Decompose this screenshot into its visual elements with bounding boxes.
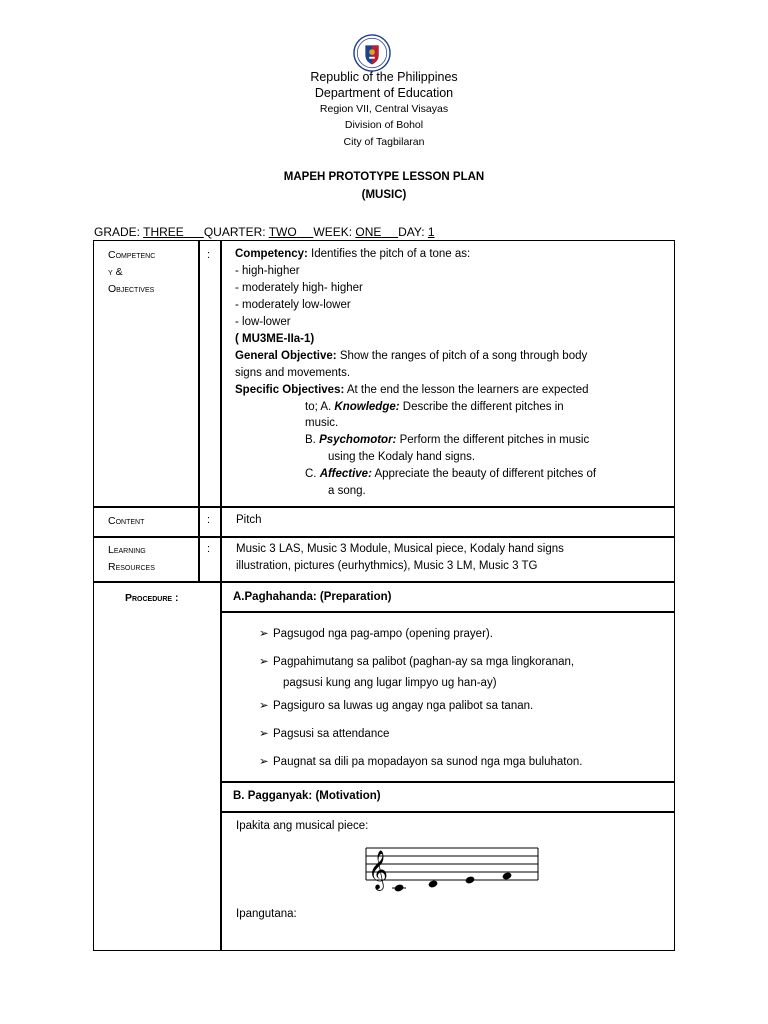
competency-statement: Competency: Identifies the pitch of a tone as:: [235, 248, 471, 260]
general-objective: General Objective: Show the ranges of pitch of a song through body: [235, 350, 588, 362]
objective-knowledge: to; A. Knowledge: Describe the different pitches in: [305, 401, 564, 413]
resources-colon: :: [207, 543, 211, 555]
arrow-bullet-icon: ➢: [259, 756, 269, 768]
grade-label: GRADE:: [94, 225, 144, 239]
objective-psychomotor-cont: using the Kodaly hand signs.: [328, 451, 476, 463]
general-objective-cont: signs and movements.: [235, 367, 351, 379]
arrow-bullet-icon: ➢: [259, 700, 269, 712]
content-value: Pitch: [236, 514, 262, 526]
ask-text: Ipangutana:: [236, 908, 297, 920]
objective-psychomotor: B. Psychomotor: Perform the different pitches in music: [305, 434, 590, 446]
row-rule-2: [93, 536, 675, 538]
row-rule-1: [93, 506, 675, 508]
row-rule-6: [220, 811, 675, 813]
header-division: Division of Bohol: [344, 119, 424, 131]
objective-knowledge-cont: music.: [305, 417, 339, 429]
grade-value: THREE: [143, 225, 184, 239]
arrow-bullet-icon: ➢: [259, 728, 269, 740]
resources-line: Music 3 LAS, Music 3 Module, Musical piece, Kodaly hand signs: [236, 543, 564, 555]
list-item: ➢ Pagpahimutang sa palibot (paghan-ay sa mga lingkoranan,: [259, 654, 574, 671]
competency-label: Competenc y & Objectives: [108, 249, 156, 295]
day-value: 1: [427, 225, 435, 239]
competency-item: - high-higher: [235, 265, 300, 277]
resources-label: Learning Resources: [108, 544, 155, 573]
content-label: Content: [108, 515, 145, 527]
specific-objectives: Specific Objectives: At the end the lesson the learners are expected: [235, 384, 589, 396]
week-label: WEEK:: [313, 225, 356, 239]
procedure-label: Procedure :: [125, 592, 179, 604]
list-item: ➢ Paugnat sa dili pa mopadayon sa sunod nga mga buluhaton.: [259, 754, 582, 771]
section-preparation-heading: A.Paghahanda: (Preparation): [233, 591, 392, 603]
competency-item: - moderately low-lower: [235, 299, 351, 311]
content-colon: :: [207, 514, 211, 526]
objective-affective-cont: a song.: [328, 485, 366, 497]
row-rule-4: [220, 611, 675, 613]
show-piece-text: Ipakita ang musical piece:: [236, 820, 369, 832]
competency-colon: :: [207, 249, 211, 261]
header-department: Department of Education: [314, 86, 454, 100]
objective-affective: C. Affective: Appreciate the beauty of different pitches of: [305, 468, 597, 480]
section-motivation-heading: B. Pagganyak: (Motivation): [233, 790, 381, 802]
week-value: ONE: [355, 225, 382, 239]
document-subtitle: (MUSIC): [361, 189, 407, 201]
grade-line: [94, 225, 435, 239]
list-item: ➢ Pagsusi sa attendance: [259, 726, 389, 743]
quarter-value: TWO: [268, 225, 297, 239]
header-region: Region VII, Central Visayas: [319, 103, 449, 115]
quarter-label: QUARTER:: [203, 225, 269, 239]
header-republic: Republic of the Philippines: [310, 70, 458, 84]
competency-item: - moderately high- higher: [235, 282, 363, 294]
header-city: City of Tagbilaran: [343, 136, 425, 148]
list-item: ➢ Pagsiguro sa luwas ug angay nga palibot sa tanan.: [259, 698, 533, 715]
row-rule-5: [220, 781, 675, 783]
column-rule-left: [198, 240, 200, 582]
music-staff-image: [360, 845, 542, 895]
document-title: MAPEH PROTOTYPE LESSON PLAN: [283, 171, 485, 183]
arrow-bullet-icon: ➢: [259, 628, 269, 640]
competency-item: - low-lower: [235, 316, 291, 328]
row-rule-3: [93, 581, 675, 583]
list-item-cont: pagsusi kung ang lugar limpyo ug han-ay): [283, 677, 497, 689]
competency-code: ( MU3ME-IIa-1): [235, 333, 315, 345]
list-item: ➢ Pagsugod nga pag-ampo (opening prayer).: [259, 626, 493, 643]
svg-text:𝄞: 𝄞: [368, 850, 389, 890]
resources-line: illustration, pictures (eurhythmics), Music 3 LM, Music 3 TG: [236, 560, 538, 572]
deped-seal-logo: [353, 34, 391, 72]
arrow-bullet-icon: ➢: [259, 656, 269, 668]
day-label: DAY:: [398, 225, 428, 239]
column-rule-right: [220, 240, 222, 951]
